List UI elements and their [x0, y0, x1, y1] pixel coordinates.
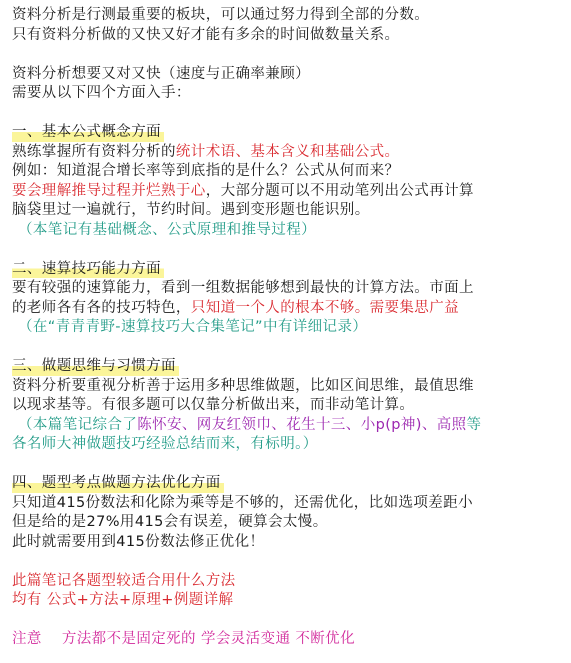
section-2-line-2-emphasis: 只知道一个人的根本不够。需要集思广益: [190, 299, 460, 316]
section-2-line-1: 要有较强的速算能力，看到一组数据能够想到最快的计算方法。市面上: [12, 280, 474, 296]
spacer: [12, 455, 563, 475]
section-1-line-3-text: ，大部分题可以不用动笔列出公式再计算: [205, 182, 474, 199]
section-1-line-3: [12, 182, 563, 202]
section-4-line-3: 此时就需要用到415份数法修正优化！: [12, 533, 265, 550]
spacer: [12, 45, 563, 65]
section-4-line-1: 只知道415份数法和化除为乘等是不够的，还需优化，比如选项差距小: [12, 494, 473, 511]
section-1-note: （本笔记有基础概念、公式原理和推导过程）: [18, 221, 316, 238]
section-3: [12, 357, 563, 377]
footer-text: 方法都不是固定死的 学会灵活变通 不断优化: [61, 631, 355, 647]
section-4-heading: 四、题型考点做题方法优化方面: [12, 474, 224, 494]
spacer: [12, 104, 563, 124]
section-3-note-line-1: [12, 416, 563, 436]
spacer: [12, 611, 563, 631]
spacer: [12, 552, 563, 572]
intro-line-2: 只有资料分析做的又快又好才能有多余的时间做数量关系。: [12, 26, 400, 43]
section-3-note-prefix: （本篇笔记综合了: [18, 416, 138, 433]
footer-label: 注意: [12, 631, 42, 647]
section-2-line-2: [12, 299, 563, 319]
intro-line-1: 资料分析是行测最重要的板块，可以通过努力得到全部的分数。: [12, 7, 430, 23]
section-1-line-4: 脑袋里过一遍就行，节约时间。遇到变形题也能识别。: [12, 202, 370, 218]
section-1: [12, 123, 563, 143]
section-2-line-2-text: 的老师各有各的技巧特色，: [12, 299, 191, 316]
section-3-line-1: 资料分析要重视分析善于运用多种思维做题，比如区间思维，最值思维: [12, 377, 474, 394]
intro-line-4: 需要从以下四个方面入手：: [12, 85, 191, 101]
section-1-heading: 一、基本公式概念方面: [12, 123, 164, 143]
section-3-line-2: 以现求基等。有很多题可以仅靠分析做出来，而非动笔计算。: [12, 397, 415, 413]
section-3-heading: 三、做题思维与习惯方面: [12, 357, 179, 377]
section-3-note-line-2: 各名师大神做题技巧经验总结而来，有标明。）: [12, 436, 318, 452]
section-4-line-2: 但是给的是27%用415会有误差，硬算会太慢。: [12, 514, 328, 530]
section-3-note-suffix: 等: [466, 416, 482, 433]
section-2-note: （在“青青青野-速算技巧大合集笔记”中有详细记录）: [18, 319, 368, 335]
summary-line-1: 此篇笔记各题型较适合用什么方法: [12, 572, 236, 589]
footer-note: [12, 630, 563, 650]
spacer: [12, 240, 563, 260]
section-1-line-3-emphasis: 要会理解推导过程并烂熟于心: [12, 182, 206, 199]
intro-line-3: 资料分析想要又对又快（速度与正确率兼顾）: [12, 65, 310, 82]
section-2-heading: 二、速算技巧能力方面: [12, 260, 164, 280]
section-1-line-1-emphasis: 统计术语、基本含义和基础公式。: [175, 143, 400, 160]
section-4: [12, 474, 563, 494]
section-1-line-1: [12, 143, 563, 163]
spacer: [12, 338, 563, 358]
section-1-line-1-text: 熟练掌握所有资料分析的: [12, 143, 176, 160]
section-1-line-2: 例如：知道混合增长率等到底指的是什么？公式从何而来？: [12, 163, 400, 179]
section-3-note-names: 陈怀安、网友红领巾、花生十三、小p(p神)、高照: [137, 416, 467, 433]
section-2: [12, 260, 563, 280]
summary-line-2: 均有 公式+方法+原理+例题详解: [12, 592, 234, 608]
